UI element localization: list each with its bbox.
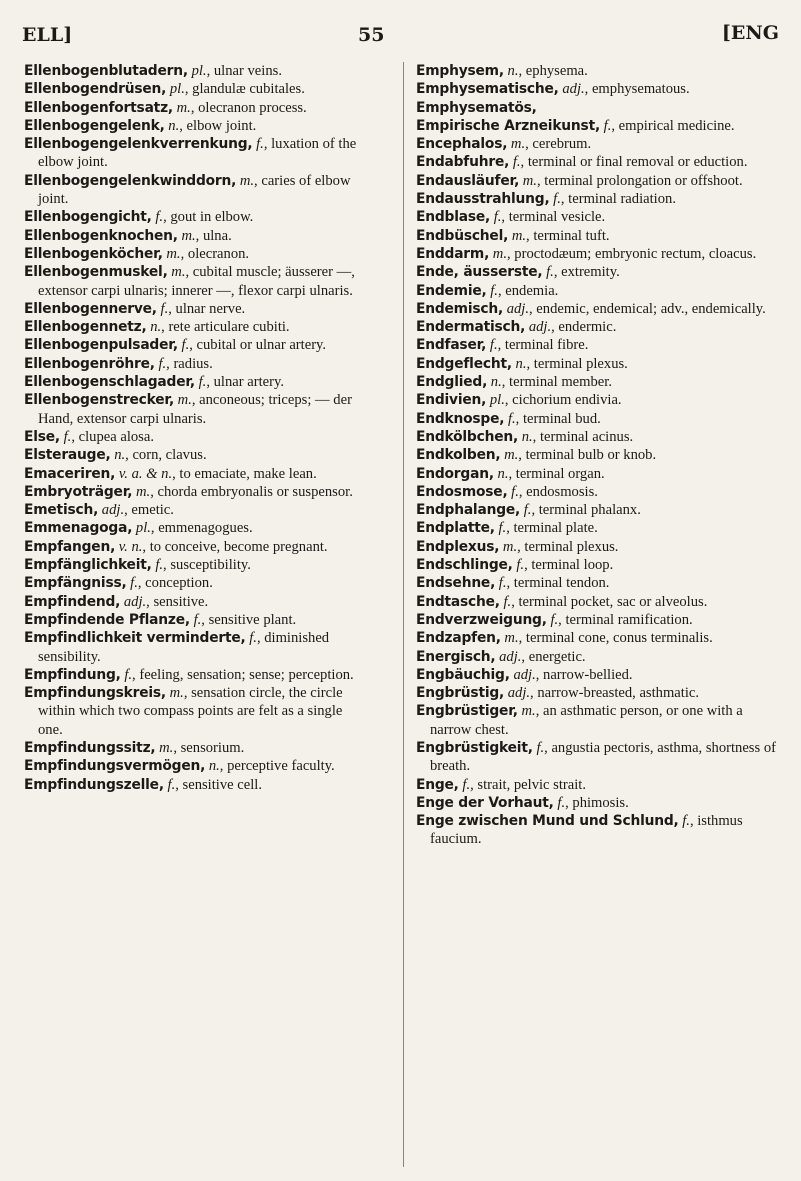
dictionary-entry <box>24 611 362 629</box>
dictionary-entry <box>416 282 778 300</box>
headword: Engbrüstigkeit, <box>416 739 533 756</box>
definition: , endemia. <box>497 282 559 299</box>
definition: , cubital or ulnar artery. <box>189 337 327 354</box>
grammar-label: f. <box>550 611 559 628</box>
grammar-label: m. <box>177 392 192 409</box>
grammar-label: n. <box>114 447 126 464</box>
headword: Ellenbogenröhre, <box>24 355 155 372</box>
grammar-label: adj. <box>506 300 529 317</box>
headword: Ellenbogengicht, <box>24 209 152 226</box>
definition: , rete articulare cubiti. <box>161 319 290 336</box>
grammar-label: f. <box>682 813 690 830</box>
dictionary-entry <box>24 391 362 428</box>
grammar-label: f. <box>249 630 257 647</box>
headword: Endausläufer, <box>416 172 520 189</box>
headword: Else, <box>24 428 60 445</box>
dictionary-entry <box>24 483 362 501</box>
grammar-label: f. <box>489 337 498 354</box>
grammar-label: m. <box>176 99 191 116</box>
dictionary-entry <box>24 245 362 263</box>
dictionary-entry <box>416 538 778 556</box>
headword: Ende, äusserste, <box>416 264 543 281</box>
dictionary-entry <box>416 648 778 666</box>
dictionary-entry <box>24 519 362 537</box>
definition: , emphysematous. <box>584 81 690 98</box>
headword: Empfindungssitz, <box>24 739 156 756</box>
dictionary-entry <box>416 190 778 208</box>
definition: , feeling, sensation; sense; perception. <box>132 666 354 683</box>
definition: , an asthmatic person, or one with a narrow chest. <box>430 703 743 738</box>
grammar-label: f. <box>498 575 507 592</box>
grammar-label: m. <box>502 538 518 555</box>
headword: Enddarm, <box>416 245 490 262</box>
headword: Ellenbogenpulsader, <box>24 337 178 354</box>
definition: , terminal bulb or knob. <box>518 447 657 464</box>
dictionary-entry <box>24 776 362 794</box>
dictionary-entry <box>416 593 778 611</box>
definition: , narrow-breasted, asthmatic. <box>530 685 700 702</box>
definition: , isthmus faucium. <box>430 813 743 848</box>
dictionary-entry <box>416 263 778 281</box>
definition: , clupea alosa. <box>71 428 154 445</box>
definition: , ulnar veins. <box>206 63 282 79</box>
grammar-label: adj. <box>513 666 536 683</box>
definition: , terminal plate. <box>506 520 598 537</box>
headword: Elsterauge, <box>24 447 111 464</box>
headword: Endorgan, <box>416 465 494 482</box>
definition: , emmenagogues. <box>150 520 253 537</box>
definition: , terminal phalanx. <box>531 502 641 519</box>
dictionary-entry <box>24 62 362 80</box>
definition: , to emaciate, make lean. <box>172 465 317 482</box>
headword: Empfindlichkeit verminderte, <box>24 630 246 647</box>
dictionary-entry <box>416 410 778 428</box>
grammar-label: m. <box>522 172 537 189</box>
dictionary-entry <box>24 99 362 117</box>
headword: Emmenagoga, <box>24 520 133 537</box>
dictionary-entry <box>24 684 362 739</box>
headword: Endkölbchen, <box>416 428 519 445</box>
definition: , terminal plexus. <box>526 355 628 372</box>
definition: , proctodæum; embryonic rectum, cloacus. <box>507 245 757 262</box>
grammar-label: f. <box>516 557 525 574</box>
headword: Enge der Vorhaut, <box>416 794 554 811</box>
headword: Ellenbogennetz, <box>24 319 147 336</box>
headword: Endzapfen, <box>416 630 501 647</box>
definition: , glandulæ cubitales. <box>184 81 305 98</box>
dictionary-entry <box>416 99 778 117</box>
headword: Endbüschel, <box>416 227 509 244</box>
grammar-label: f. <box>462 776 471 793</box>
headword: Empfänglichkeit, <box>24 557 152 574</box>
right-column <box>416 62 778 849</box>
definition: , ephysema. <box>518 63 588 79</box>
grammar-label: f. <box>557 794 566 811</box>
grammar-label: f. <box>523 502 532 519</box>
grammar-label: n. <box>507 63 519 79</box>
grammar-label: f. <box>63 428 72 445</box>
definition: , energetic. <box>521 648 586 665</box>
dictionary-entry <box>416 135 778 153</box>
headword: Ellenbogenköcher, <box>24 245 163 262</box>
headword: Endabfuhre, <box>416 154 510 171</box>
grammar-label: f. <box>124 666 133 683</box>
column-divider <box>403 62 404 1167</box>
definition: , caries of elbow joint. <box>38 172 351 208</box>
definition: , susceptibility. <box>163 557 251 574</box>
grammar-label: m. <box>181 227 196 244</box>
dictionary-entry <box>24 373 362 391</box>
grammar-label: f. <box>167 776 176 793</box>
headword: Endtasche, <box>416 593 500 610</box>
grammar-label: v. a. & n. <box>118 465 173 482</box>
dictionary-entry <box>416 80 778 98</box>
definition: , terminal tendon. <box>506 575 610 592</box>
dictionary-entry <box>416 812 778 849</box>
grammar-label: n. <box>168 117 180 134</box>
dictionary-entry <box>24 428 362 446</box>
grammar-label: m. <box>166 245 181 262</box>
grammar-label: n. <box>490 374 502 391</box>
definition: , endemic, endemical; adv., endemically. <box>529 300 766 317</box>
grammar-label: m. <box>239 172 255 189</box>
definition: , terminal radiation. <box>560 191 676 208</box>
dictionary-entry <box>24 80 362 98</box>
definition: , gout in elbow. <box>163 209 254 226</box>
headword: Ellenbogennerve, <box>24 300 157 317</box>
grammar-label: f. <box>181 337 190 354</box>
dictionary-entry <box>416 373 778 391</box>
dictionary-entry <box>416 245 778 263</box>
headword: Emphysematische, <box>416 81 559 98</box>
dictionary-entry <box>416 208 778 226</box>
grammar-label: adj. <box>507 685 531 702</box>
definition: , sensitive cell. <box>175 776 262 793</box>
dictionary-entry <box>416 684 778 702</box>
headword: Endschlinge, <box>416 557 513 574</box>
headword: Endphalange, <box>416 502 521 519</box>
grammar-label: m. <box>504 447 519 464</box>
headword: Ellenbogenblutadern, <box>24 63 188 79</box>
headword: Endermatisch, <box>416 319 526 336</box>
grammar-label: v. n. <box>118 538 143 555</box>
grammar-label: f. <box>503 593 512 610</box>
grammar-label: m. <box>521 703 536 720</box>
definition: , terminal vesicle. <box>501 209 606 226</box>
headword: Ellenbogenknochen, <box>24 227 178 244</box>
definition: , terminal prolongation or offshoot. <box>536 172 743 189</box>
grammar-label: f. <box>507 410 516 427</box>
dictionary-entry <box>416 336 778 354</box>
dictionary-entry <box>416 776 778 794</box>
definition: , endosmosis. <box>518 483 598 500</box>
grammar-label: f. <box>498 520 507 537</box>
definition: , phimosis. <box>565 794 629 811</box>
dictionary-entry <box>416 391 778 409</box>
definition: , terminal fibre. <box>497 337 589 354</box>
dictionary-entry <box>24 465 362 483</box>
dictionary-entry <box>24 739 362 757</box>
grammar-label: f. <box>512 154 521 171</box>
headword: Endknospe, <box>416 410 505 427</box>
grammar-label: adj. <box>528 319 552 336</box>
definition: , corn, clavus. <box>125 447 207 464</box>
dictionary-entry <box>24 172 362 209</box>
definition: , cubital muscle; äusserer —, extensor carpi ulnaris; innerer —, flexor carpi ulnaris. <box>38 264 355 299</box>
dictionary-entry <box>416 666 778 684</box>
definition: , terminal organ. <box>508 465 605 482</box>
definition: , terminal tuft. <box>526 227 610 244</box>
dictionary-entry <box>416 355 778 373</box>
dictionary-entry <box>24 117 362 135</box>
grammar-label: f. <box>490 282 498 299</box>
grammar-label: pl. <box>489 392 505 409</box>
headword: Emetisch, <box>24 502 99 519</box>
dictionary-entry <box>24 446 362 464</box>
grammar-label: n. <box>515 355 527 372</box>
definition: , ulnar artery. <box>206 374 284 391</box>
dictionary-entry <box>416 117 778 135</box>
headword: Engbäuchig, <box>416 666 510 683</box>
dictionary-entry <box>416 574 778 592</box>
grammar-label: m. <box>511 227 527 244</box>
running-head-right: [ENG <box>721 22 779 44</box>
grammar-label: m. <box>159 739 174 756</box>
definition: , radius. <box>166 355 213 372</box>
definition: , narrow-bellied. <box>535 666 633 683</box>
definition: , extremity. <box>553 264 620 281</box>
definition: , strait, pelvic strait. <box>470 776 587 793</box>
grammar-label: f. <box>256 136 264 153</box>
definition: , terminal ramification. <box>558 611 693 628</box>
grammar-label: adj. <box>123 593 147 610</box>
grammar-label: m. <box>135 483 151 500</box>
dictionary-entry <box>416 153 778 171</box>
dictionary-entry <box>416 227 778 245</box>
headword: Ellenbogengelenkwinddorn, <box>24 172 237 189</box>
dictionary-entry <box>24 538 362 556</box>
grammar-label: n. <box>208 758 220 775</box>
dictionary-entry <box>416 318 778 336</box>
definition: , terminal bud. <box>515 410 601 427</box>
definition: , sensation circle, the circle within which two compass points are felt as a single one. <box>38 685 343 738</box>
headword: Empfindungskreis, <box>24 685 166 702</box>
grammar-label: pl. <box>169 81 185 98</box>
dictionary-entry <box>416 62 778 80</box>
dictionary-entry <box>416 739 778 776</box>
definition: , sensitive. <box>146 593 209 610</box>
headword: Empfindung, <box>24 666 121 683</box>
grammar-label: f. <box>536 739 545 756</box>
headword: Empfindungszelle, <box>24 776 164 793</box>
definition: , sensitive plant. <box>201 611 297 628</box>
left-column <box>24 62 362 794</box>
dictionary-entry <box>416 446 778 464</box>
grammar-label: adj. <box>101 502 125 519</box>
dictionary-entry <box>416 702 778 739</box>
grammar-label: f. <box>553 191 561 208</box>
headword: Empfindend, <box>24 593 121 610</box>
headword: Endfaser, <box>416 337 487 354</box>
headword: Endosmose, <box>416 483 508 500</box>
dictionary-entry <box>24 556 362 574</box>
definition: , cerebrum. <box>525 136 592 153</box>
dictionary-entry <box>416 611 778 629</box>
headword: Embryoträger, <box>24 483 133 500</box>
grammar-label: f. <box>155 557 164 574</box>
dictionary-entry <box>24 208 362 226</box>
definition: , terminal member. <box>501 374 612 391</box>
grammar-label: pl. <box>135 520 151 537</box>
grammar-label: m. <box>504 630 519 647</box>
definition: , ulnar nerve. <box>168 300 246 317</box>
dictionary-entry <box>416 172 778 190</box>
page-number: 55 <box>358 24 385 46</box>
headword: Endplexus, <box>416 538 500 555</box>
headword: Endemie, <box>416 282 487 299</box>
headword: Ellenbogenstrecker, <box>24 392 174 409</box>
headword: Endverzweigung, <box>416 611 547 628</box>
grammar-label: adj. <box>562 81 585 98</box>
headword: Ellenbogenfortsatz, <box>24 99 173 116</box>
headword: Engbrüstig, <box>416 685 505 702</box>
dictionary-entry <box>416 428 778 446</box>
headword: Endblase, <box>416 209 491 226</box>
grammar-label: m. <box>510 136 526 153</box>
dictionary-entry <box>416 519 778 537</box>
definition: , terminal pocket, sac or alveolus. <box>511 593 708 610</box>
headword: Ellenbogengelenkverrenkung, <box>24 136 253 153</box>
headword: Encephalos, <box>416 136 508 153</box>
grammar-label: f. <box>160 300 169 317</box>
dictionary-entry <box>24 666 362 684</box>
dictionary-entry <box>24 227 362 245</box>
grammar-label: f. <box>546 264 554 281</box>
headword: Empirische Arzneikunst, <box>416 117 601 134</box>
dictionary-entry <box>416 483 778 501</box>
definition: , empirical medicine. <box>611 117 735 134</box>
dictionary-entry <box>24 629 362 666</box>
definition: , cichorium endivia. <box>504 392 622 409</box>
definition: , to conceive, become pregnant. <box>142 538 328 555</box>
headword: Ellenbogengelenk, <box>24 117 165 134</box>
definition: , terminal or final removal or eduction. <box>520 154 748 171</box>
headword: Empfindungsvermögen, <box>24 758 206 775</box>
grammar-label: f. <box>155 209 164 226</box>
definition: , ulna. <box>195 227 232 244</box>
dictionary-entry <box>24 135 362 172</box>
dictionary-entry <box>416 794 778 812</box>
dictionary-entry <box>416 300 778 318</box>
definition: , perceptive faculty. <box>219 758 335 775</box>
definition: , endermic. <box>551 319 617 336</box>
headword: Enge zwischen Mund und Schlund, <box>416 813 679 830</box>
definition: , emetic. <box>124 502 174 519</box>
definition: , chorda embryonalis or suspensor. <box>150 483 353 500</box>
definition: , terminal loop. <box>524 557 614 574</box>
headword: Emphysematös, <box>416 99 537 116</box>
definition: , terminal acinus. <box>532 428 634 445</box>
headword: Enge, <box>416 776 459 793</box>
grammar-label: f. <box>493 209 502 226</box>
headword: Endgeflecht, <box>416 355 512 372</box>
definition: , terminal plexus. <box>517 538 619 555</box>
grammar-label: f. <box>158 355 167 372</box>
grammar-label: pl. <box>191 63 207 79</box>
headword: Emaceriren, <box>24 465 116 482</box>
definition: , olecranon. <box>180 245 250 262</box>
grammar-label: f. <box>511 483 519 500</box>
dictionary-entry <box>24 593 362 611</box>
headword: Endglied, <box>416 374 488 391</box>
dictionary-entry <box>416 556 778 574</box>
grammar-label: f. <box>130 575 138 592</box>
grammar-label: f. <box>198 374 207 391</box>
dictionary-entry <box>24 318 362 336</box>
headword: Emphysem, <box>416 63 504 79</box>
definition: , conception. <box>137 575 213 592</box>
definition: , olecranon process. <box>190 99 307 116</box>
page-header <box>22 14 779 48</box>
grammar-label: n. <box>497 465 509 482</box>
definition: , angustia pectoris, asthma, shortness of breath. <box>430 739 776 775</box>
definition: , terminal cone, conus terminalis. <box>518 630 713 647</box>
headword: Ellenbogendrüsen, <box>24 81 167 98</box>
headword: Endkolben, <box>416 447 501 464</box>
definition: , sensorium. <box>173 739 245 756</box>
headword: Endausstrahlung, <box>416 191 550 208</box>
headword: Ellenbogenmuskel, <box>24 264 168 281</box>
dictionary-entry <box>416 629 778 647</box>
headword: Energisch, <box>416 648 496 665</box>
dictionary-entry <box>24 757 362 775</box>
grammar-label: f. <box>193 611 202 628</box>
dictionary-entry <box>416 501 778 519</box>
dictionary-entry <box>24 300 362 318</box>
grammar-label: m. <box>492 245 507 262</box>
dictionary-entry <box>24 355 362 373</box>
definition: , luxation of the elbow joint. <box>38 136 357 171</box>
dictionary-entry <box>24 263 362 300</box>
headword: Endsehne, <box>416 575 496 592</box>
definition: , diminished sensibility. <box>38 630 330 665</box>
grammar-label: m. <box>169 685 184 702</box>
headword: Endplatte, <box>416 520 495 537</box>
definition: , elbow joint. <box>179 117 257 134</box>
dictionary-entry <box>24 574 362 592</box>
dictionary-entry <box>24 336 362 354</box>
headword: Empfangen, <box>24 538 116 555</box>
headword: Endivien, <box>416 392 487 409</box>
running-head-left: ELL] <box>22 24 73 46</box>
headword: Empfindende Pflanze, <box>24 611 190 628</box>
grammar-label: m. <box>171 264 186 281</box>
grammar-label: n. <box>521 428 533 445</box>
headword: Ellenbogenschlagader, <box>24 374 195 391</box>
grammar-label: f. <box>603 117 612 134</box>
headword: Empfängniss, <box>24 575 127 592</box>
grammar-label: n. <box>150 319 162 336</box>
dictionary-entry <box>416 465 778 483</box>
dictionary-entry <box>24 501 362 519</box>
headword: Engbrüstiger, <box>416 703 518 720</box>
headword: Endemisch, <box>416 300 504 317</box>
grammar-label: adj. <box>499 648 522 665</box>
definition: , anconeous; triceps; — der Hand, extensor carpi ulnaris. <box>38 392 352 427</box>
